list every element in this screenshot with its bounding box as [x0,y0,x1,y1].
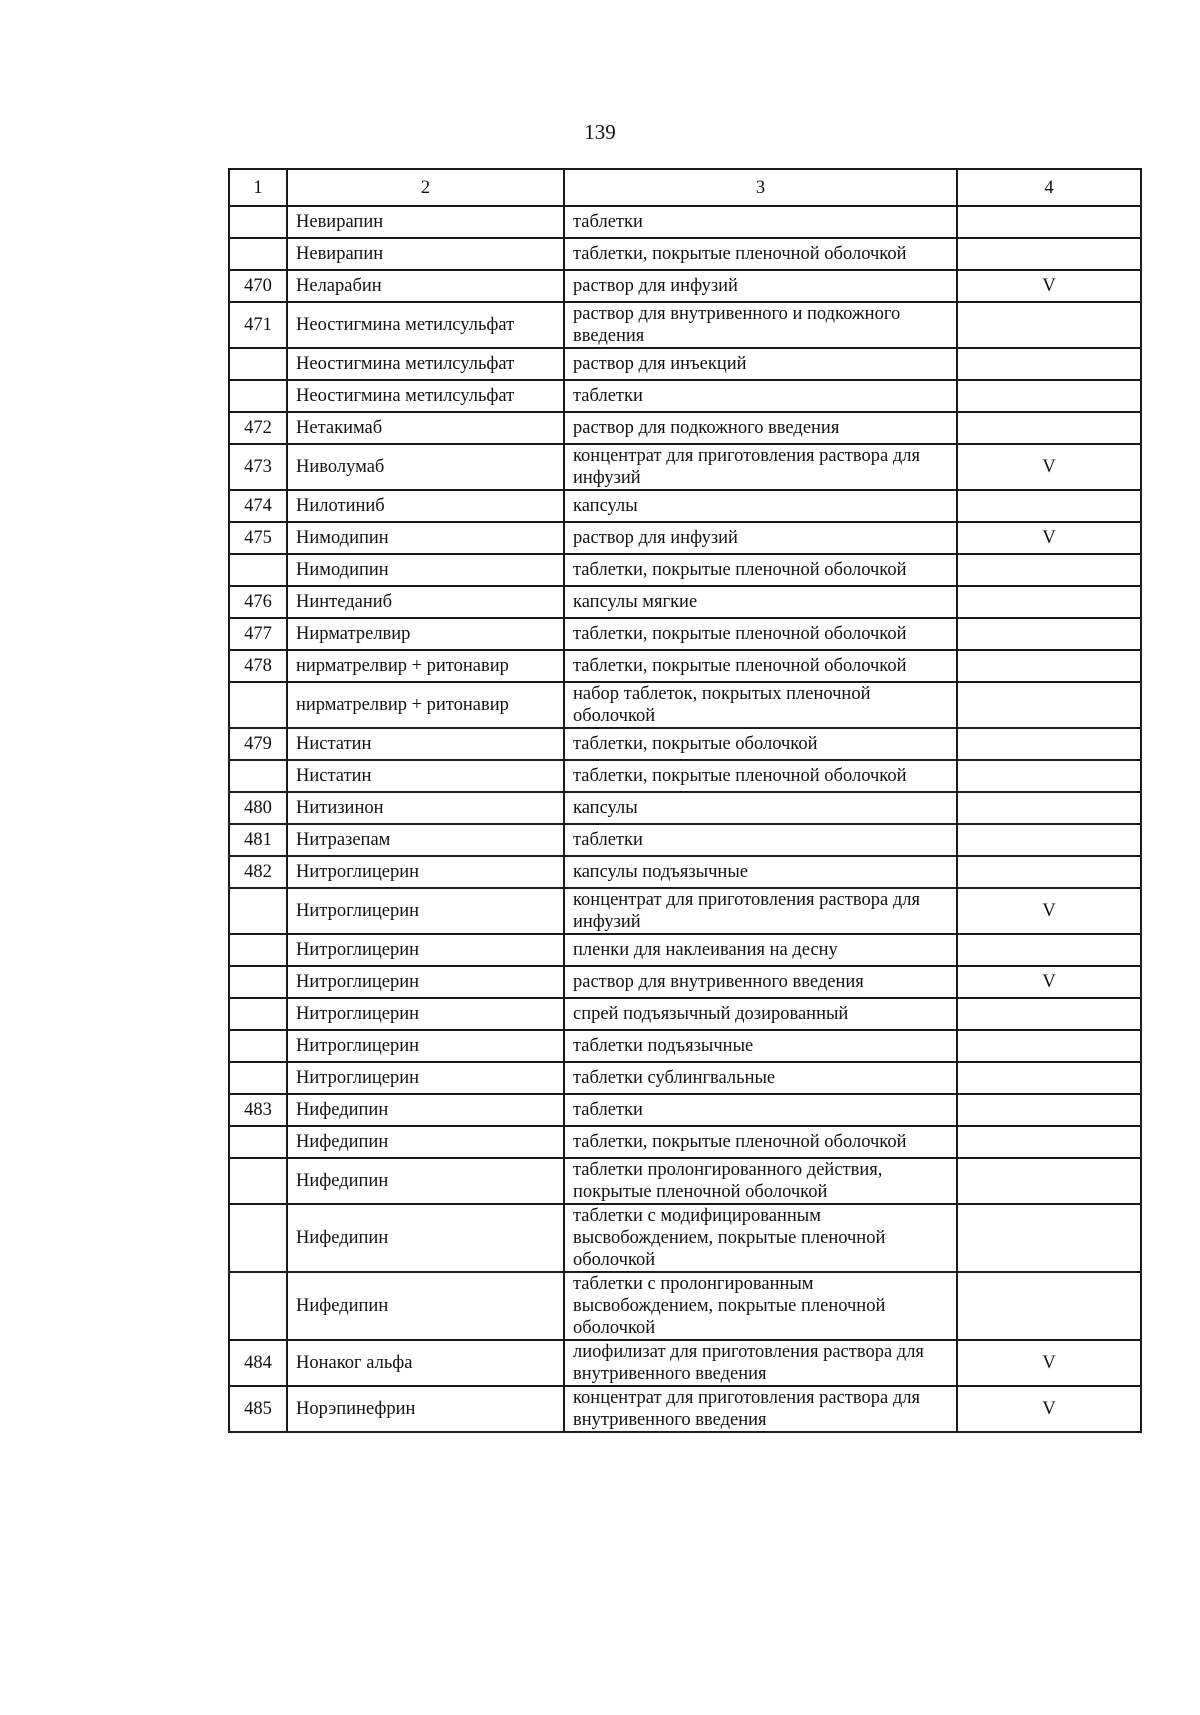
dosage-form-cell: таблетки с пролонгированным высвобождением, покрытые пленочной оболочкой [564,1272,957,1340]
mark-cell: V [957,966,1141,998]
mark-cell [957,618,1141,650]
dosage-form-cell: пленки для наклеивания на десну [564,934,957,966]
table-row [229,444,1141,490]
drug-name-cell: Нилотиниб [287,490,564,522]
dosage-form-cell: таблетки пролонгированного действия, покрытые пленочной оболочкой [564,1158,957,1204]
dosage-form-cell: спрей подъязычный дозированный [564,998,957,1030]
dosage-form-cell: таблетки сублингвальные [564,1062,957,1094]
drug-name-cell: Нистатин [287,728,564,760]
dosage-form-cell: таблетки, покрытые пленочной оболочкой [564,760,957,792]
table-row [229,380,1141,412]
table-row [229,792,1141,824]
mark-cell [957,1204,1141,1272]
table-row [229,412,1141,444]
mark-cell [957,1126,1141,1158]
table-row [229,1204,1141,1272]
table-row [229,1094,1141,1126]
row-number-cell [229,554,287,586]
row-number-cell [229,348,287,380]
table-row [229,490,1141,522]
row-number-cell [229,1158,287,1204]
mark-cell [957,1030,1141,1062]
row-number-cell: 482 [229,856,287,888]
dosage-form-cell: капсулы [564,792,957,824]
row-number-cell: 481 [229,824,287,856]
mark-cell [957,792,1141,824]
dosage-form-cell: таблетки, покрытые пленочной оболочкой [564,618,957,650]
table-row [229,856,1141,888]
drug-name-cell: Нифедипин [287,1272,564,1340]
table-row [229,302,1141,348]
drug-name-cell: Нитроглицерин [287,998,564,1030]
row-number-cell: 470 [229,270,287,302]
table-row [229,206,1141,238]
drug-name-cell: Норэпинефрин [287,1386,564,1432]
mark-cell [957,728,1141,760]
mark-cell [957,554,1141,586]
row-number-cell: 476 [229,586,287,618]
table-row [229,1272,1141,1340]
row-number-cell [229,238,287,270]
drug-name-cell: Ниволумаб [287,444,564,490]
row-number-cell: 473 [229,444,287,490]
page-number: 139 [584,120,616,144]
dosage-form-cell: таблетки, покрытые пленочной оболочкой [564,238,957,270]
table-header [229,169,1141,206]
mark-cell [957,998,1141,1030]
row-number-cell [229,888,287,934]
table-row [229,682,1141,728]
row-number-cell: 478 [229,650,287,682]
drug-name-cell: Нифедипин [287,1126,564,1158]
table-row [229,824,1141,856]
table-row [229,966,1141,998]
row-number-cell [229,1126,287,1158]
dosage-form-cell: лиофилизат для приготовления раствора для внутривенного введения [564,1340,957,1386]
table-row [229,728,1141,760]
dosage-form-cell: набор таблеток, покрытых пленочной оболочкой [564,682,957,728]
mark-cell [957,586,1141,618]
drug-name-cell: Нифедипин [287,1204,564,1272]
drug-table [228,168,1142,1433]
dosage-form-cell: капсулы мягкие [564,586,957,618]
row-number-cell: 479 [229,728,287,760]
drug-name-cell: Нитроглицерин [287,966,564,998]
row-number-cell [229,1204,287,1272]
row-number-cell [229,966,287,998]
dosage-form-cell: капсулы подъязычные [564,856,957,888]
table-body [229,206,1141,1432]
mark-cell [957,490,1141,522]
drug-name-cell: Нимодипин [287,522,564,554]
drug-name-cell: Нитроглицерин [287,934,564,966]
row-number-cell [229,934,287,966]
mark-cell [957,760,1141,792]
dosage-form-cell: таблетки, покрытые оболочкой [564,728,957,760]
drug-name-cell: Нитроглицерин [287,888,564,934]
dosage-form-cell: раствор для внутривенного введения [564,966,957,998]
table-row [229,618,1141,650]
row-number-cell [229,998,287,1030]
drug-name-cell: Неостигмина метилсульфат [287,302,564,348]
drug-name-cell: Нифедипин [287,1158,564,1204]
row-number-cell: 474 [229,490,287,522]
row-number-cell [229,380,287,412]
drug-name-cell: Нетакимаб [287,412,564,444]
header-col-2: 2 [287,169,564,206]
mark-cell: V [957,1386,1141,1432]
row-number-cell: 483 [229,1094,287,1126]
header-col-1: 1 [229,169,287,206]
dosage-form-cell: раствор для подкожного введения [564,412,957,444]
mark-cell [957,380,1141,412]
mark-cell [957,1272,1141,1340]
mark-cell [957,206,1141,238]
row-number-cell [229,1272,287,1340]
table-row [229,1158,1141,1204]
dosage-form-cell: капсулы [564,490,957,522]
header-row [229,169,1141,206]
drug-name-cell: Нифедипин [287,1094,564,1126]
drug-name-cell: Нонаког альфа [287,1340,564,1386]
table-row [229,1340,1141,1386]
mark-cell [957,934,1141,966]
mark-cell [957,1094,1141,1126]
table-row [229,1386,1141,1432]
row-number-cell [229,760,287,792]
table-row [229,934,1141,966]
row-number-cell: 485 [229,1386,287,1432]
table-row [229,1030,1141,1062]
mark-cell: V [957,522,1141,554]
drug-name-cell: Нистатин [287,760,564,792]
table-row [229,888,1141,934]
dosage-form-cell: таблетки, покрытые пленочной оболочкой [564,554,957,586]
row-number-cell: 475 [229,522,287,554]
drug-name-cell: Неостигмина метилсульфат [287,380,564,412]
mark-cell [957,824,1141,856]
dosage-form-cell: раствор для инъекций [564,348,957,380]
dosage-form-cell: концентрат для приготовления раствора для инфузий [564,888,957,934]
row-number-cell: 480 [229,792,287,824]
mark-cell [957,682,1141,728]
dosage-form-cell: концентрат для приготовления раствора для инфузий [564,444,957,490]
table-row [229,270,1141,302]
dosage-form-cell: таблетки с модифицированным высвобождением, покрытые пленочной оболочкой [564,1204,957,1272]
table-row [229,1062,1141,1094]
row-number-cell [229,206,287,238]
row-number-cell [229,1062,287,1094]
mark-cell [957,856,1141,888]
dosage-form-cell: таблетки [564,380,957,412]
drug-name-cell: Невирапин [287,206,564,238]
mark-cell: V [957,888,1141,934]
mark-cell [957,650,1141,682]
table-row [229,650,1141,682]
row-number-cell: 484 [229,1340,287,1386]
drug-name-cell: Неларабин [287,270,564,302]
dosage-form-cell: таблетки [564,824,957,856]
mark-cell [957,1158,1141,1204]
drug-name-cell: Нитроглицерин [287,1030,564,1062]
mark-cell [957,302,1141,348]
table-row [229,522,1141,554]
dosage-form-cell: таблетки, покрытые пленочной оболочкой [564,1126,957,1158]
dosage-form-cell: раствор для инфузий [564,270,957,302]
mark-cell [957,1062,1141,1094]
mark-cell [957,348,1141,380]
header-col-4: 4 [957,169,1141,206]
dosage-form-cell: раствор для внутривенного и подкожного введения [564,302,957,348]
drug-name-cell: Нитразепам [287,824,564,856]
drug-name-cell: нирматрелвир + ритонавир [287,682,564,728]
drug-name-cell: нирматрелвир + ритонавир [287,650,564,682]
dosage-form-cell: таблетки [564,206,957,238]
table-row [229,998,1141,1030]
dosage-form-cell: концентрат для приготовления раствора для внутривенного введения [564,1386,957,1432]
mark-cell: V [957,444,1141,490]
drug-name-cell: Неостигмина метилсульфат [287,348,564,380]
row-number-cell: 477 [229,618,287,650]
dosage-form-cell: раствор для инфузий [564,522,957,554]
table-row [229,554,1141,586]
table-row [229,1126,1141,1158]
mark-cell [957,412,1141,444]
drug-name-cell: Нитизинон [287,792,564,824]
drug-name-cell: Невирапин [287,238,564,270]
header-col-3: 3 [564,169,957,206]
table-row [229,238,1141,270]
dosage-form-cell: таблетки подъязычные [564,1030,957,1062]
row-number-cell: 472 [229,412,287,444]
drug-name-cell: Нирматрелвир [287,618,564,650]
table-row [229,760,1141,792]
mark-cell: V [957,270,1141,302]
table-row [229,586,1141,618]
drug-name-cell: Нитроглицерин [287,1062,564,1094]
row-number-cell: 471 [229,302,287,348]
drug-name-cell: Нинтеданиб [287,586,564,618]
dosage-form-cell: таблетки [564,1094,957,1126]
row-number-cell [229,682,287,728]
dosage-form-cell: таблетки, покрытые пленочной оболочкой [564,650,957,682]
mark-cell: V [957,1340,1141,1386]
table-row [229,348,1141,380]
drug-name-cell: Нитроглицерин [287,856,564,888]
drug-name-cell: Нимодипин [287,554,564,586]
row-number-cell [229,1030,287,1062]
mark-cell [957,238,1141,270]
